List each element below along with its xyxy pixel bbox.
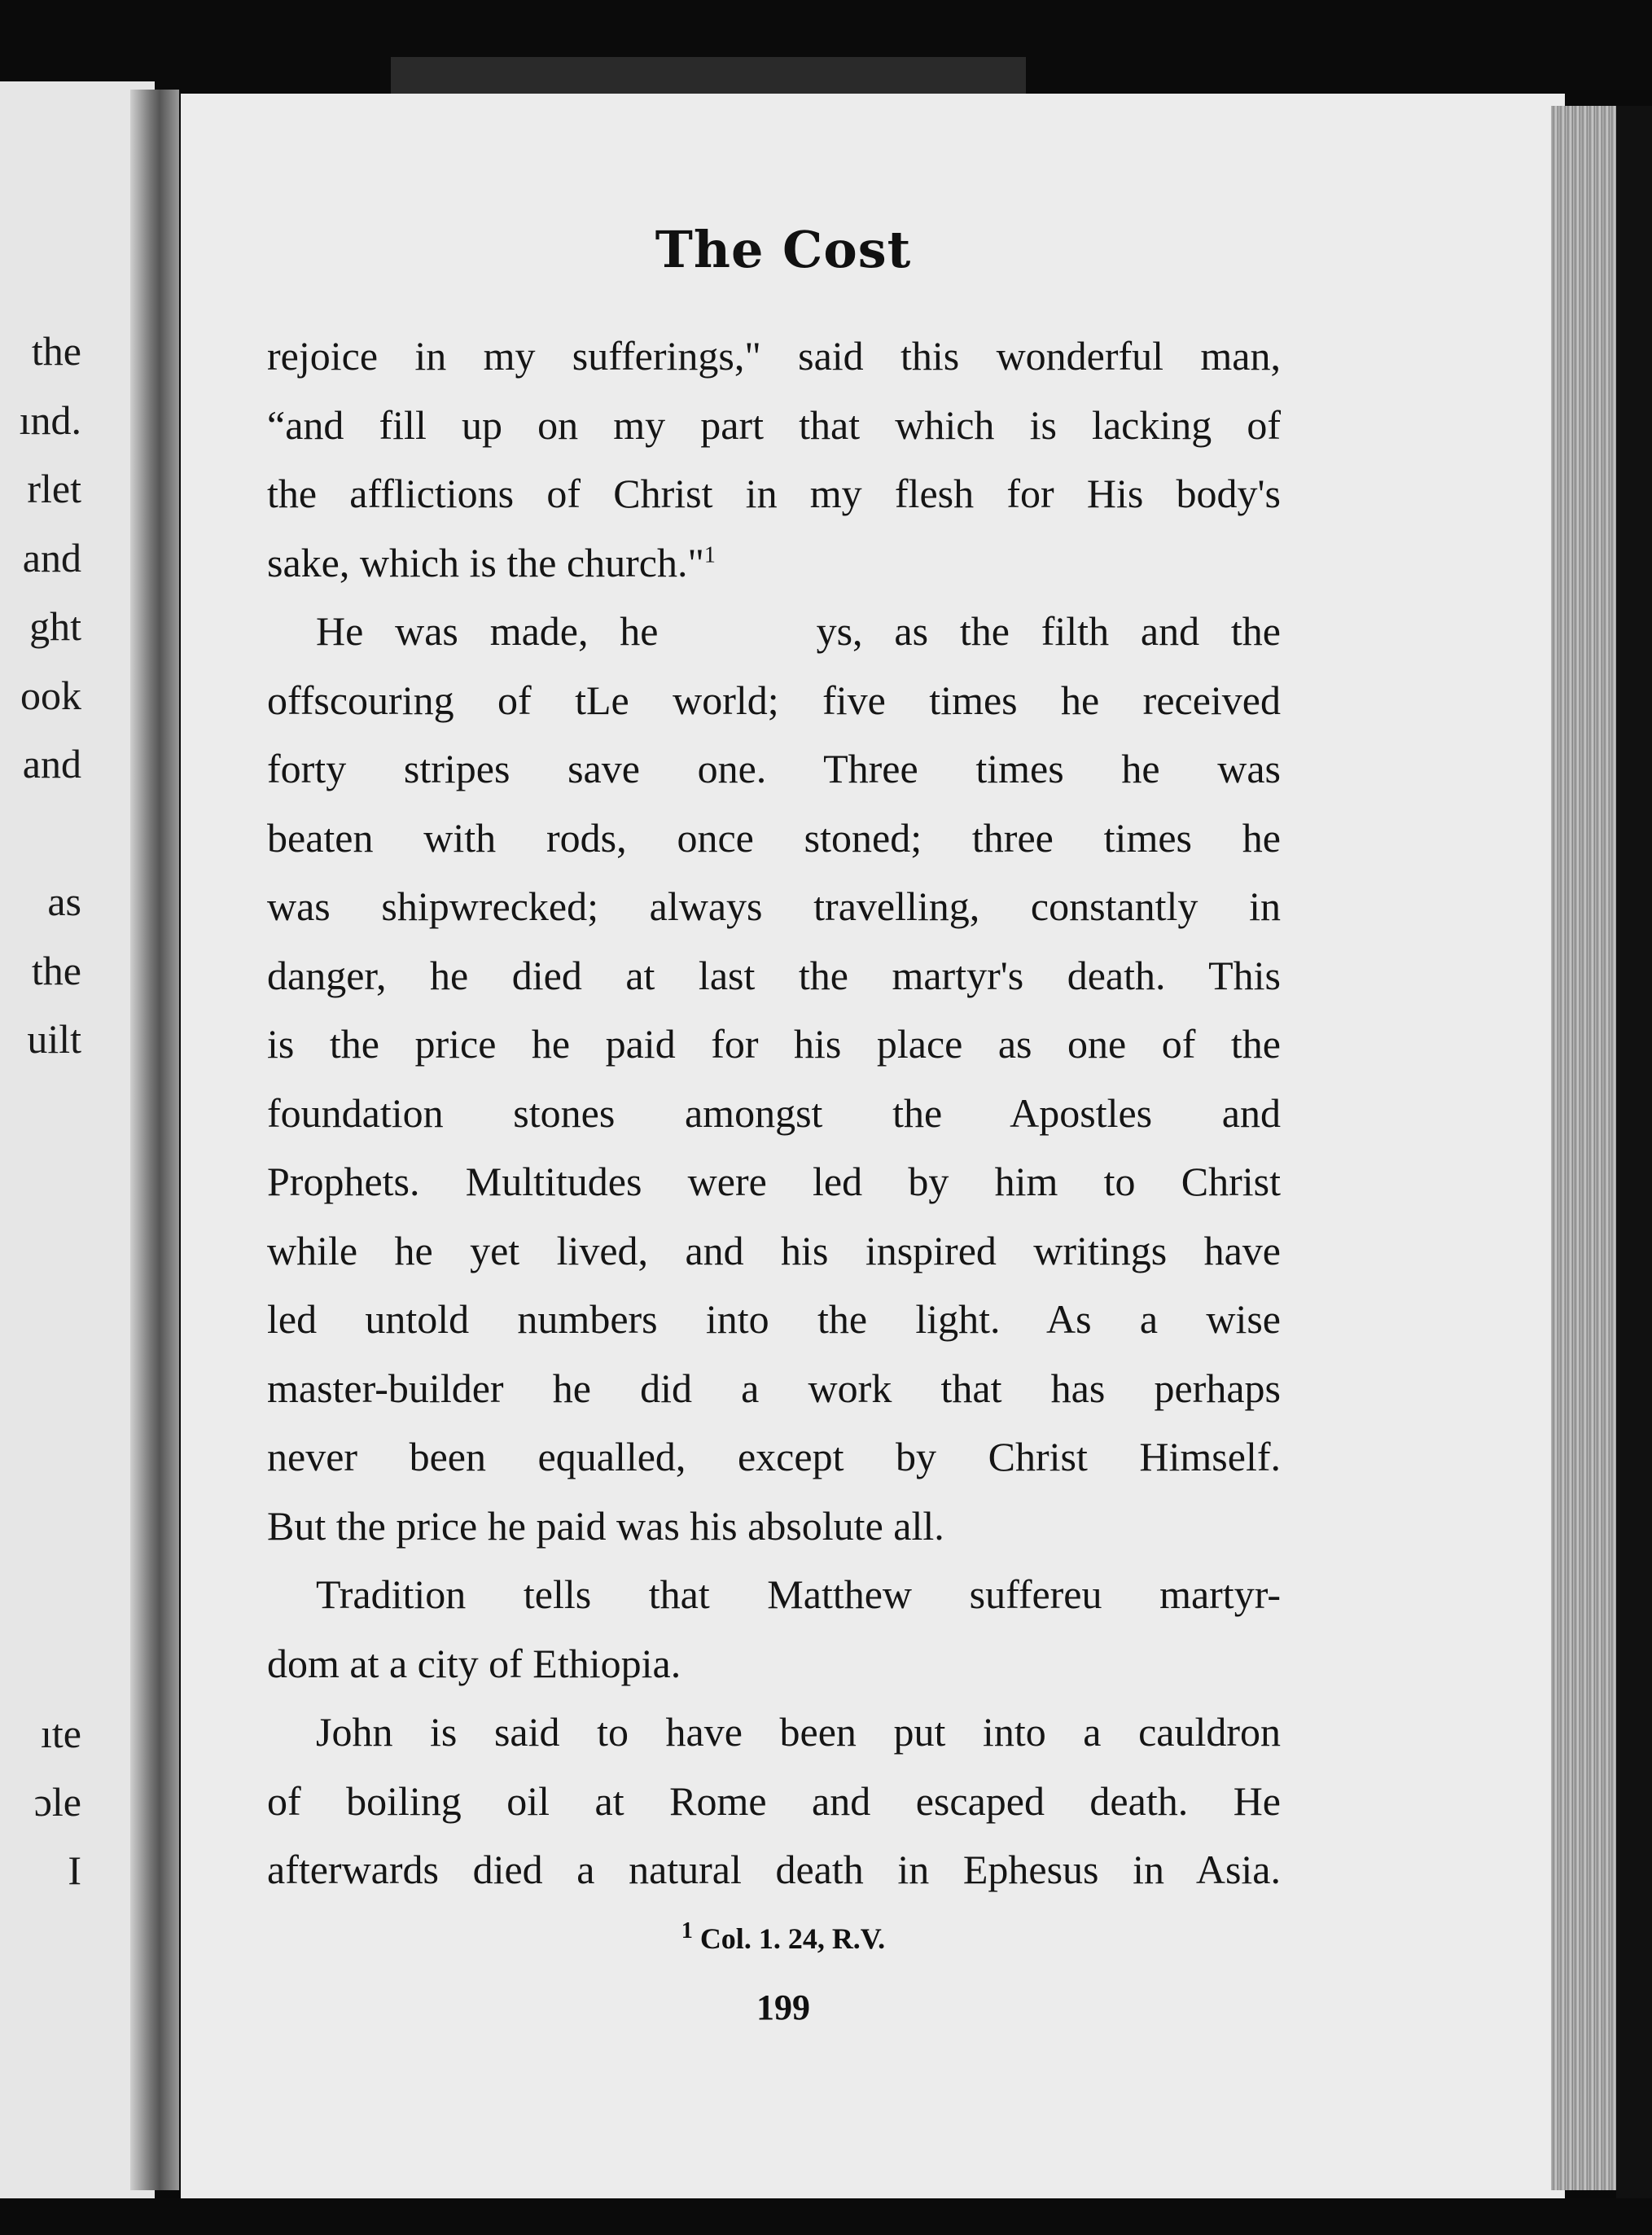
text-line: of boiling oil at Rome and escaped death. He [267,1777,1281,1824]
page-edges [1551,106,1616,2190]
left-fragment: as [47,879,81,924]
scan-bottom-edge [0,2198,1652,2235]
text-line: the afflictions of Christ in my flesh for His body's [267,471,1281,516]
text-line: John is said to have been put into a cauldron [316,1709,1281,1755]
text-line: afterwards died a natural death in Ephesus in Asia. [267,1847,1281,1892]
book-gutter [130,90,179,2190]
text-line: forty stripes save one. Three times he was [267,746,1281,791]
body-text [267,322,1281,1904]
text-line [267,528,1281,598]
text-line: was shipwrecked; always travelling, constantly in [267,883,1281,929]
left-fragment: I [68,1847,81,1893]
scan-right-edge [1616,106,1652,2235]
text-line: But the price he paid was his absolute all. [267,1502,944,1549]
text-line: “and fill up on my part that which is lacking of [267,401,1281,448]
text-line: is the price he paid for his place as one of the [267,1021,1281,1067]
text-line: beaten with rods, once stoned; three times he [267,814,1281,861]
left-fragment: the [31,948,81,993]
footnote-text: Col. 1. 24, R.V. [699,1922,886,1955]
text-line: led untold numbers into the light. As a wise [267,1296,1281,1342]
footnote-reference: 1 [703,541,716,568]
left-fragment: ook [20,673,81,718]
left-fragment: and [22,741,81,787]
running-head: The Cost [655,220,912,279]
left-fragment: rlet [27,466,81,511]
page-number: 199 [756,1987,810,2027]
text-line: danger, he died at last the martyr's death. This [267,952,1281,998]
text-line: Tradition tells that Matthew suffereu martyr- [316,1571,1281,1617]
text-line: dom at a city of Ethiopia. [267,1640,681,1686]
left-fragment: ınd. [19,397,81,443]
text-line: master-builder he did a work that has perhaps [267,1365,1281,1411]
text-line: foundation stones amongst the Apostles and [267,1089,1281,1136]
footnote [181,1918,1386,1956]
text-line: offscouring of tLe world; five times he received [267,677,1281,723]
text-line: while he yet lived, and his inspired writings have [267,1227,1281,1273]
left-fragment: and [22,535,81,581]
left-fragment: ght [29,603,81,649]
left-fragment: ɔle [33,1779,81,1825]
text-line-content: sake, which is the church." [267,539,704,585]
left-fragment: uilt [27,1016,81,1062]
footnote-marker: 1 [681,1918,693,1944]
text-line: Prophets. Multitudes were led by him to Christ [267,1159,1281,1204]
left-fragment: ıte [41,1711,81,1756]
left-fragment: the [31,328,81,374]
text-line: rejoice in my sufferings," said this wonderful man, [267,333,1281,379]
text-line: He was made, he ys, as the filth and the [316,608,1281,654]
text-line: never been equalled, except by Christ Himself. [267,1434,1281,1479]
